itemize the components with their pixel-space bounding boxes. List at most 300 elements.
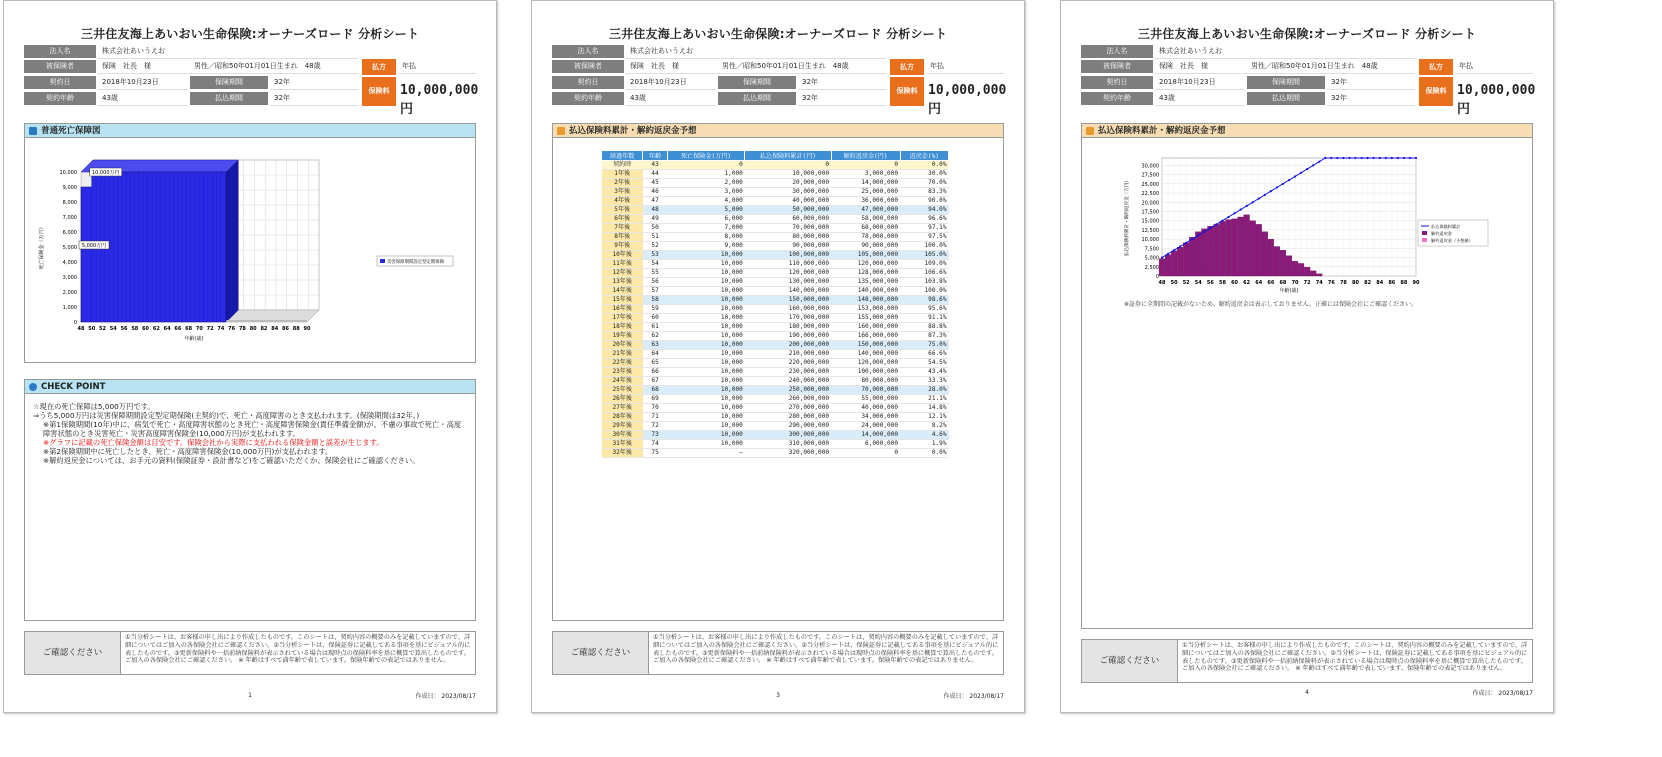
table-cell: 10,000	[667, 404, 745, 413]
table-cell: 25年後	[602, 386, 643, 395]
premium-point	[1215, 223, 1217, 225]
table-cell: 10,000	[667, 368, 745, 377]
page-3	[531, 0, 1025, 713]
table-cell: 68,000,000	[831, 224, 900, 233]
table-cell: 83.3%	[900, 188, 948, 197]
table-cell: 78,000,000	[831, 233, 900, 242]
y-axis-label: 払込保険料累計・解約返戻金（万円）	[1125, 177, 1130, 257]
table-cell: 54	[643, 260, 667, 269]
table-cell: 166,000,000	[831, 332, 900, 341]
premium-point	[1179, 245, 1181, 247]
x-tick-label: 66	[1267, 280, 1275, 286]
table-cell: 23年後	[602, 368, 643, 377]
table-cell: 100,000,000	[745, 251, 831, 260]
table-cell: 270,000,000	[745, 404, 831, 413]
x-tick-label: 84	[1376, 280, 1384, 286]
table-cell: 10年後	[602, 251, 643, 260]
checkpoint-line: ⇒うち5,000万円は災害保障期間設定型定期保険(主契約)で、死亡・高度障害のとき支払われます。(保険期間は32年。)	[33, 411, 420, 420]
period-label: 保険期間	[718, 76, 796, 89]
surrender-bar	[1256, 224, 1262, 276]
confirm-box	[552, 631, 1004, 675]
premium-point	[1233, 212, 1235, 214]
y-tick-label: 30,000	[1141, 163, 1159, 170]
table-cell: 9年後	[602, 242, 643, 251]
table-cell: 230,000,000	[745, 368, 831, 377]
table-cell: 80,000,000	[745, 233, 831, 242]
premium-point	[1203, 231, 1205, 233]
table-cell: 4年後	[602, 197, 643, 206]
table-row	[602, 206, 949, 215]
x-tick-label: 64	[163, 326, 171, 332]
table-cell: 130,000,000	[745, 278, 831, 287]
table-cell: 67	[643, 377, 667, 386]
x-axis-label: 年齢(歳)	[184, 336, 204, 342]
table-cell: 75	[643, 449, 667, 458]
checkpoint-header	[25, 380, 475, 394]
table-cell: 10,000	[667, 287, 745, 296]
premium-point	[1318, 161, 1320, 163]
surrender-chart	[1082, 138, 1532, 308]
surrender-bar	[1316, 274, 1322, 276]
death-coverage-section	[24, 123, 476, 363]
table-cell: 70,000,000	[745, 224, 831, 233]
premium-point	[1409, 157, 1411, 159]
premium-point	[1312, 164, 1314, 166]
surrender-bar	[1298, 263, 1304, 276]
surrender-bar	[1268, 239, 1274, 276]
table-cell: 48	[643, 206, 667, 215]
table-cell: 10,000	[667, 314, 745, 323]
age-label: 契約年齢	[24, 92, 96, 105]
table-cell: 320,000,000	[745, 449, 831, 458]
table-cell: 11年後	[602, 260, 643, 269]
page-title: 三井住友海上あいおい生命保険:オーナーズロード 分析シート	[608, 27, 948, 41]
table-cell: 14.8%	[900, 404, 948, 413]
table-cell: 28年後	[602, 413, 643, 422]
surrender-bar	[1171, 251, 1177, 276]
table-cell: 88.8%	[900, 323, 948, 332]
table-cell: 106.6%	[900, 269, 948, 278]
x-tick-label: 80	[249, 326, 257, 332]
table-cell: 95.6%	[900, 305, 948, 314]
table-cell: 128,000,000	[831, 269, 900, 278]
table-row	[602, 215, 949, 224]
age-value: 43歳	[626, 91, 716, 106]
table-cell: 47,000,000	[831, 206, 900, 215]
table-row	[602, 287, 949, 296]
checkpoint-body	[25, 394, 475, 473]
table-cell: 155,000,000	[831, 314, 900, 323]
section-header	[25, 124, 475, 138]
surrender-bar	[1274, 247, 1280, 277]
premium-label: 保険料	[362, 77, 396, 106]
table-cell: 91.1%	[900, 314, 948, 323]
confirm-label: ご確認ください	[553, 632, 649, 674]
section-header	[553, 124, 1003, 138]
table-cell: 50	[643, 224, 667, 233]
confirm-text: ①当分析シートは、お客様の申し出により作成したものです。このシートは、契約内容の概要のみを記載していますので、詳細についてはご加入の各保険会社にご確認ください。②当分析シートは、保険証券に記載してある事項を基にビジュアル的に表したものです。③更新保険料や一括前納保険料が表示されている場合は現時点の保険料率を基に概算で算出したものです。ご加入の各保険会社にご確認ください。 ※ 年齢はすべて満年齢で表しています。保険年齢での表記ではありません。	[125, 634, 471, 665]
table-cell: 109.0%	[900, 260, 948, 269]
table-cell: 5,000	[667, 206, 745, 215]
y-tick-label: 5,000	[62, 245, 77, 251]
table-row	[602, 305, 949, 314]
table-cell: 33.3%	[900, 377, 948, 386]
page-number: 4	[1305, 689, 1309, 696]
surrender-bar	[1220, 221, 1226, 276]
table-cell: 87.3%	[900, 332, 948, 341]
surrender-bar	[1195, 232, 1201, 276]
contract-date-label: 契約日	[552, 76, 624, 89]
table-cell: 10,000	[667, 377, 745, 386]
x-tick-label: 86	[1388, 280, 1396, 286]
table-cell: 34,000,000	[831, 413, 900, 422]
y-tick-label: 2,500	[1144, 264, 1159, 271]
table-row	[602, 413, 949, 422]
table-cell: 12.1%	[900, 413, 948, 422]
table-cell: 80,000,000	[831, 377, 900, 386]
x-tick-label: 58	[131, 326, 139, 332]
table-cell: 0	[831, 449, 900, 458]
section-title: 普通死亡保障図	[41, 126, 101, 136]
insured-value: 保険 社長 様	[98, 59, 194, 74]
table-cell: 150,000,000	[831, 341, 900, 350]
table-cell: 170,000,000	[745, 314, 831, 323]
legend-swatch	[380, 259, 385, 263]
table-cell: 40,000,000	[831, 404, 900, 413]
table-cell: 94.0%	[900, 206, 948, 215]
table-row	[602, 368, 949, 377]
table-cell: 54.5%	[900, 359, 948, 368]
table-header-cell: 死亡保険金(万円)	[667, 151, 745, 161]
insured-value: 保険 社長 様	[1155, 59, 1251, 74]
premium-point	[1385, 157, 1387, 159]
table-cell: 6年後	[602, 215, 643, 224]
y-tick-label: 12,500	[1141, 227, 1159, 234]
y-tick-label: 9,000	[62, 185, 77, 191]
period-value: 32年	[1327, 75, 1415, 90]
table-cell: 10,000	[667, 305, 745, 314]
period-label: 保険期間	[1247, 76, 1325, 89]
table-cell: 26年後	[602, 395, 643, 404]
checkpoint-section	[24, 379, 476, 621]
table-cell: 240,000,000	[745, 377, 831, 386]
insured-value: 保険 社長 様	[626, 59, 722, 74]
premium-point	[1282, 183, 1284, 185]
table-row	[602, 332, 949, 341]
x-tick-label: 64	[1255, 280, 1263, 286]
table-cell: 250,000,000	[745, 386, 831, 395]
confirm-box	[24, 631, 476, 675]
table-cell: 10,000	[667, 296, 745, 305]
table-cell: 90,000,000	[831, 242, 900, 251]
table-cell: 10,000	[667, 422, 745, 431]
y-tick-label: 25,000	[1141, 181, 1159, 188]
table-cell: 18年後	[602, 323, 643, 332]
table-cell: 98.6%	[900, 296, 948, 305]
premium-point	[1367, 157, 1369, 159]
table-cell: 75.0%	[900, 341, 948, 350]
table-cell: 6,000,000	[831, 440, 900, 449]
y-tick-label: 5,000	[1144, 255, 1159, 262]
table-cell: 73	[643, 431, 667, 440]
x-tick-label: 60	[1231, 280, 1239, 286]
corp-value: 株式会社あいうえお	[626, 44, 886, 59]
insured-detail: 男性／昭和50年01月01日生まれ 48歳	[190, 59, 358, 74]
age-value: 43歳	[98, 91, 188, 106]
table-cell: 62	[643, 332, 667, 341]
table-cell: 45	[643, 179, 667, 188]
table-cell: 135,000,000	[831, 278, 900, 287]
created-date: 作成日： 2023/08/17	[1472, 690, 1533, 697]
premium-point	[1354, 157, 1356, 159]
table-cell: 97.1%	[900, 224, 948, 233]
pay-period-value: 32年	[270, 91, 358, 106]
y-tick-label: 4,000	[62, 260, 77, 266]
page-title: 三井住友海上あいおい生命保険:オーナーズロード 分析シート	[1137, 27, 1477, 41]
table-cell: 53	[643, 251, 667, 260]
table-cell: 1.9%	[900, 440, 948, 449]
contract-date-label: 契約日	[1081, 76, 1153, 89]
x-tick-label: 52	[1182, 280, 1190, 286]
confirm-box	[1081, 639, 1533, 683]
table-cell: 20,000,000	[745, 179, 831, 188]
table-row	[602, 269, 949, 278]
surrender-bar	[1292, 261, 1298, 276]
table-cell: 7,000	[667, 224, 745, 233]
table-cell: 47	[643, 197, 667, 206]
table-cell: 66.6%	[900, 350, 948, 359]
x-tick-label: 82	[260, 326, 268, 332]
table-row	[602, 314, 949, 323]
table-cell: 51	[643, 233, 667, 242]
y-axis-label: 死亡保険金（万円）	[39, 224, 45, 270]
premium-point	[1348, 157, 1350, 159]
table-cell: 210,000,000	[745, 350, 831, 359]
page-4	[1060, 0, 1554, 713]
table-cell: 19年後	[602, 332, 643, 341]
x-tick-label: 60	[142, 326, 150, 332]
insured-label: 被保険者	[1081, 60, 1153, 73]
confirm-label: ご確認ください	[25, 632, 121, 674]
premium-point	[1221, 220, 1223, 222]
checkpoint-line: ※第2保険期間中に死亡したとき、死亡・高度障害保険金(10,000万円)が支払われます。	[43, 447, 333, 456]
x-tick-label: 76	[1327, 280, 1335, 286]
table-row	[602, 377, 949, 386]
table-cell: 10,000	[667, 269, 745, 278]
table-cell: 57	[643, 287, 667, 296]
x-tick-label: 90	[303, 326, 311, 332]
table-cell: 60	[643, 314, 667, 323]
table-header-cell: 年齢	[643, 151, 667, 161]
pay-period-value: 32年	[798, 91, 886, 106]
premium-point	[1252, 201, 1254, 203]
table-cell: 0	[745, 161, 831, 170]
table-cell: 46	[643, 188, 667, 197]
contract-date-value: 2018年10月23日	[626, 75, 716, 90]
created-date: 作成日： 2023/08/17	[943, 693, 1004, 700]
pay-method-value: 年払	[926, 59, 1004, 74]
y-tick-label: 15,000	[1141, 218, 1159, 225]
table-cell: 72	[643, 422, 667, 431]
table-row	[602, 341, 949, 350]
confirm-text: ①当分析シートは、お客様の申し出により作成したものです。このシートは、契約内容の概要のみを記載していますので、詳細についてはご加入の各保険会社にご確認ください。②当分析シートは、保険証券に記載してある事項を基にビジュアル的に表したものです。③更新保険料や一括前納保険料が表示されている場合は現時点の保険料率を基に概算で算出したものです。ご加入の各保険会社にご確認ください。 ※ 年齢はすべて満年齢で表しています。保険年齢での表記ではありません。	[1182, 642, 1528, 673]
table-cell: 190,000,000	[745, 332, 831, 341]
surrender-table-section	[552, 123, 1004, 621]
table-header-cell: 解約返戻金(円)	[831, 151, 900, 161]
x-tick-label: 86	[281, 326, 289, 332]
premium-point	[1258, 197, 1260, 199]
table-cell: 3,000,000	[831, 170, 900, 179]
table-cell: 71	[643, 413, 667, 422]
premium-point	[1167, 253, 1169, 255]
table-cell: 120,000,000	[831, 359, 900, 368]
table-header-cell: 返戻金(%)	[900, 151, 948, 161]
confirm-text: ①当分析シートは、お客様の申し出により作成したものです。このシートは、契約内容の概要のみを記載していますので、詳細についてはご加入の各保険会社にご確認ください。②当分析シートは、保険証券に記載してある事項を基にビジュアル的に表したものです。③更新保険料や一括前納保険料が表示されている場合は現時点の保険料率を基に概算で算出したものです。ご加入の各保険会社にご確認ください。 ※ 年齢はすべて満年齢で表しています。保険年齢での表記ではありません。	[653, 634, 999, 665]
premium-point	[1264, 194, 1266, 196]
table-header-cell: 払込保険料累計(円)	[745, 151, 831, 161]
table-cell: 20年後	[602, 341, 643, 350]
corp-label: 法人名	[552, 45, 624, 58]
table-cell: 10,000	[667, 251, 745, 260]
table-cell: 14年後	[602, 287, 643, 296]
x-tick-label: 56	[120, 326, 128, 332]
table-cell: 10,000	[667, 395, 745, 404]
x-tick-label: 74	[1315, 280, 1323, 286]
table-row	[602, 395, 949, 404]
table-cell: 300,000,000	[745, 431, 831, 440]
table-cell: 1,000	[667, 170, 745, 179]
legend-label: 解約返戻金（予想値）	[1431, 238, 1473, 243]
table-cell: 6,000	[667, 215, 745, 224]
table-row	[602, 260, 949, 269]
table-cell: 59	[643, 305, 667, 314]
pay-period-value: 32年	[1327, 91, 1415, 106]
table-cell: 148,000,000	[831, 296, 900, 305]
insured-detail: 男性／昭和50年01月01日生まれ 48歳	[1247, 59, 1415, 74]
table-cell: 43	[643, 161, 667, 170]
y-tick-label: 7,500	[1144, 246, 1159, 253]
x-tick-label: 62	[152, 326, 160, 332]
surrender-bar	[1159, 259, 1165, 276]
premium-point	[1191, 238, 1193, 240]
page-1	[3, 0, 497, 713]
table-cell: 103.8%	[900, 278, 948, 287]
surrender-bar	[1189, 237, 1195, 276]
corp-label: 法人名	[24, 45, 96, 58]
x-tick-label: 48	[1158, 280, 1166, 286]
table-row	[602, 359, 949, 368]
contract-date-value: 2018年10月23日	[1155, 75, 1245, 90]
table-cell: 4.6%	[900, 431, 948, 440]
table-cell: 58	[643, 296, 667, 305]
surrender-bar	[1183, 243, 1189, 276]
premium-point	[1397, 157, 1399, 159]
table-cell: 2年後	[602, 179, 643, 188]
table-cell: 12年後	[602, 269, 643, 278]
x-tick-label: 72	[1303, 280, 1311, 286]
x-tick-label: 50	[1170, 280, 1178, 286]
x-tick-label: 84	[271, 326, 279, 332]
table-cell: 56	[643, 278, 667, 287]
table-cell: 29年後	[602, 422, 643, 431]
table-cell: 8年後	[602, 233, 643, 242]
table-header-cell: 経過年数	[602, 151, 643, 161]
table-cell: 10,000	[667, 332, 745, 341]
x-tick-label: 72	[206, 326, 214, 332]
y-tick-label: 27,500	[1141, 172, 1159, 179]
x-tick-label: 62	[1243, 280, 1251, 286]
table-cell: 40,000,000	[745, 197, 831, 206]
page-number: 3	[776, 692, 780, 699]
area-side-face	[226, 160, 238, 322]
table-cell: 8,000	[667, 233, 745, 242]
surrender-bar	[1232, 219, 1238, 276]
surrender-bar	[1214, 224, 1220, 276]
surrender-bar	[1304, 267, 1310, 276]
created-date: 作成日： 2023/08/17	[415, 693, 476, 700]
pay-method-label: 払方	[890, 59, 924, 75]
surrender-bar	[1286, 256, 1292, 276]
table-cell: 100.0%	[900, 287, 948, 296]
table-cell: 24年後	[602, 377, 643, 386]
table-cell: 28.0%	[900, 386, 948, 395]
table-cell: 63	[643, 341, 667, 350]
x-tick-label: 56	[1206, 280, 1214, 286]
info-block	[552, 44, 1007, 117]
table-cell: 74	[643, 440, 667, 449]
table-cell: 97.5%	[900, 233, 948, 242]
table-cell: 10,000	[667, 359, 745, 368]
section-title: 払込保険料累計・解約返戻金予想	[569, 126, 697, 136]
table-cell: 68	[643, 386, 667, 395]
annotation-label: 5,000万円	[81, 243, 107, 249]
pay-method-label: 払方	[362, 59, 396, 75]
premium-point	[1360, 157, 1362, 159]
premium-label: 保険料	[1419, 77, 1453, 106]
table-cell: 21.1%	[900, 395, 948, 404]
table-row	[602, 440, 949, 449]
page-number: 1	[248, 692, 252, 699]
x-tick-label: 50	[88, 326, 96, 332]
y-tick-label: 3,000	[62, 275, 77, 281]
premium-point	[1173, 249, 1175, 251]
table-cell: 105,000,000	[831, 251, 900, 260]
table-cell: 24,000,000	[831, 422, 900, 431]
table-cell: —	[667, 449, 745, 458]
insured-detail: 男性／昭和50年01月01日生まれ 48歳	[718, 59, 886, 74]
section-header	[1082, 124, 1532, 138]
x-tick-label: 48	[77, 326, 85, 332]
premium-point	[1197, 234, 1199, 236]
surrender-bar	[1262, 232, 1268, 276]
legend-label: 払込保険料累計	[1431, 224, 1461, 229]
x-tick-label: 52	[99, 326, 107, 332]
table-cell: 0	[831, 161, 900, 170]
info-block	[24, 44, 479, 117]
table-cell: 160,000,000	[831, 323, 900, 332]
premium-value: 10,000,000円	[928, 83, 1007, 117]
age-label: 契約年齢	[1081, 92, 1153, 105]
premium-point	[1391, 157, 1393, 159]
table-cell: 8.2%	[900, 422, 948, 431]
table-cell: 50,000,000	[745, 206, 831, 215]
x-tick-label: 70	[195, 326, 203, 332]
premium-point	[1300, 172, 1302, 174]
x-tick-label: 68	[1279, 280, 1287, 286]
premium-point	[1240, 209, 1242, 211]
table-row	[602, 251, 949, 260]
table-cell: 140,000,000	[831, 350, 900, 359]
